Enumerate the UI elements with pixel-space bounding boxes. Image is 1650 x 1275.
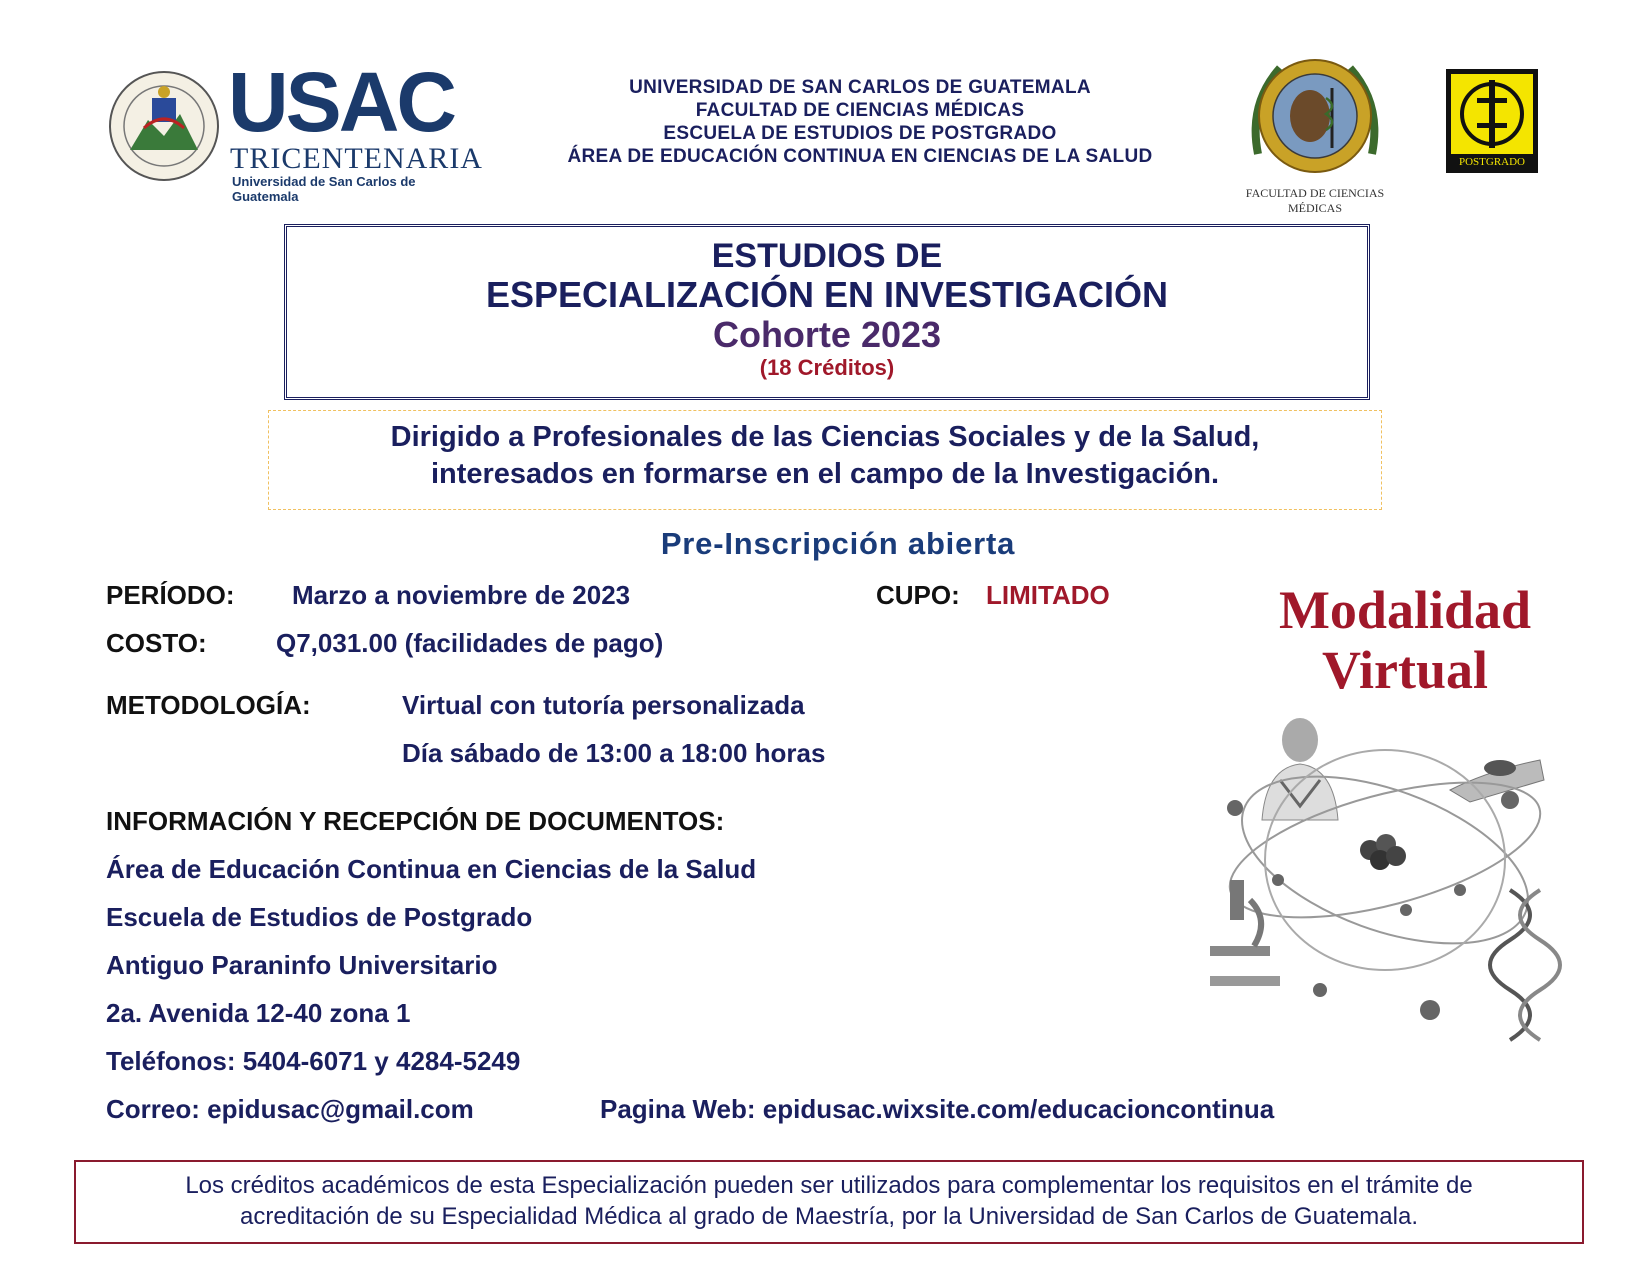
footer-line: Los créditos académicos de esta Especialización pueden ser utilizados para complementar los requisitos en el trámite de — [185, 1172, 1473, 1199]
institution-line: UNIVERSIDAD DE SAN CARLOS DE GUATEMALA — [629, 77, 1091, 98]
medical-faculty-seal-icon — [1240, 44, 1390, 186]
period-label: PERÍODO: — [106, 580, 235, 610]
doctor-figure-icon — [1262, 718, 1338, 820]
microscope-icon — [1210, 880, 1280, 986]
audience-box — [268, 410, 1382, 510]
info-line: Antiguo Paraninfo Universitario — [106, 950, 498, 980]
institution-line: ESCUELA DE ESTUDIOS DE POSTGRADO — [663, 123, 1057, 144]
info-line: Área de Educación Continua en Ciencias de la Salud — [106, 854, 757, 884]
title-line1: ESTUDIOS DE — [711, 237, 943, 275]
info-heading: INFORMACIÓN Y RECEPCIÓN DE DOCUMENTOS: — [106, 806, 725, 836]
method-value: Virtual con tutoría personalizada — [402, 690, 805, 720]
fcm-emblem — [1240, 44, 1390, 215]
program-title-box — [284, 224, 1370, 400]
institution-line: ÁREA DE EDUCACIÓN CONTINUA EN CIENCIAS DE LA SALUD — [567, 146, 1153, 167]
info-line: 2a. Avenida 12-40 zona 1 — [106, 998, 411, 1028]
usac-logo — [108, 55, 483, 204]
institution-line: FACULTAD DE CIENCIAS MÉDICAS — [695, 100, 1025, 121]
footer-line: acreditación de su Especialidad Médica al grado de Maestría, por la Universidad de San Carlos de Guatemala. — [240, 1203, 1418, 1230]
preregistration-heading: Pre-Inscripción abierta — [660, 526, 1016, 561]
audience-line: interesados en formarse en el campo de la Investigación. — [430, 458, 1220, 490]
cupo-label: CUPO: — [876, 580, 960, 610]
web-text: Pagina Web: epidusac.wixsite.com/educacioncontinua — [600, 1094, 1275, 1124]
cost-label: COSTO: — [106, 628, 207, 658]
email-text: Correo: epidusac@gmail.com — [106, 1094, 474, 1124]
cost-value: Q7,031.00 (facilidades de pago) — [276, 628, 664, 658]
fcm-emblem-label: FACULTAD DE CIENCIAS MÉDICAS — [1245, 186, 1385, 215]
usac-seal-icon — [108, 70, 220, 182]
usac-subtitle: Universidad de San Carlos de Guatemala — [232, 174, 416, 204]
modality-line1: Modalidad — [1278, 580, 1532, 640]
title-line2: ESPECIALIZACIÓN EN INVESTIGACIÓN — [485, 274, 1169, 315]
phone-line: Teléfonos: 5404-6071 y 4284-5249 — [106, 1046, 521, 1076]
method-label: METODOLOGÍA: — [106, 690, 311, 720]
schedule-value: Día sábado de 13:00 a 18:00 horas — [402, 738, 826, 768]
postgrado-logo — [1445, 68, 1539, 174]
footer-note-box — [74, 1160, 1584, 1244]
period-value: Marzo a noviembre de 2023 — [292, 580, 631, 610]
modality-heading — [1250, 580, 1560, 700]
info-line: Escuela de Estudios de Postgrado — [106, 902, 533, 932]
cupo-value: LIMITADO — [986, 580, 1110, 610]
science-illustration-icon — [1210, 710, 1580, 1050]
institution-header — [520, 76, 1200, 168]
nucleus-icon — [1360, 834, 1406, 870]
postgrado-label: POSTGRADO — [1458, 156, 1525, 168]
usac-wordmark: USAC — [228, 55, 455, 149]
audience-line: Dirigido a Profesionales de las Ciencias Sociales y de la Salud, — [390, 421, 1260, 453]
modality-line2: Virtual — [1322, 640, 1488, 700]
credits-label: (18 Créditos) — [759, 355, 895, 380]
cohort-label: Cohorte 2023 — [712, 314, 942, 355]
usac-tagline: TRICENTENARIA — [230, 142, 483, 175]
